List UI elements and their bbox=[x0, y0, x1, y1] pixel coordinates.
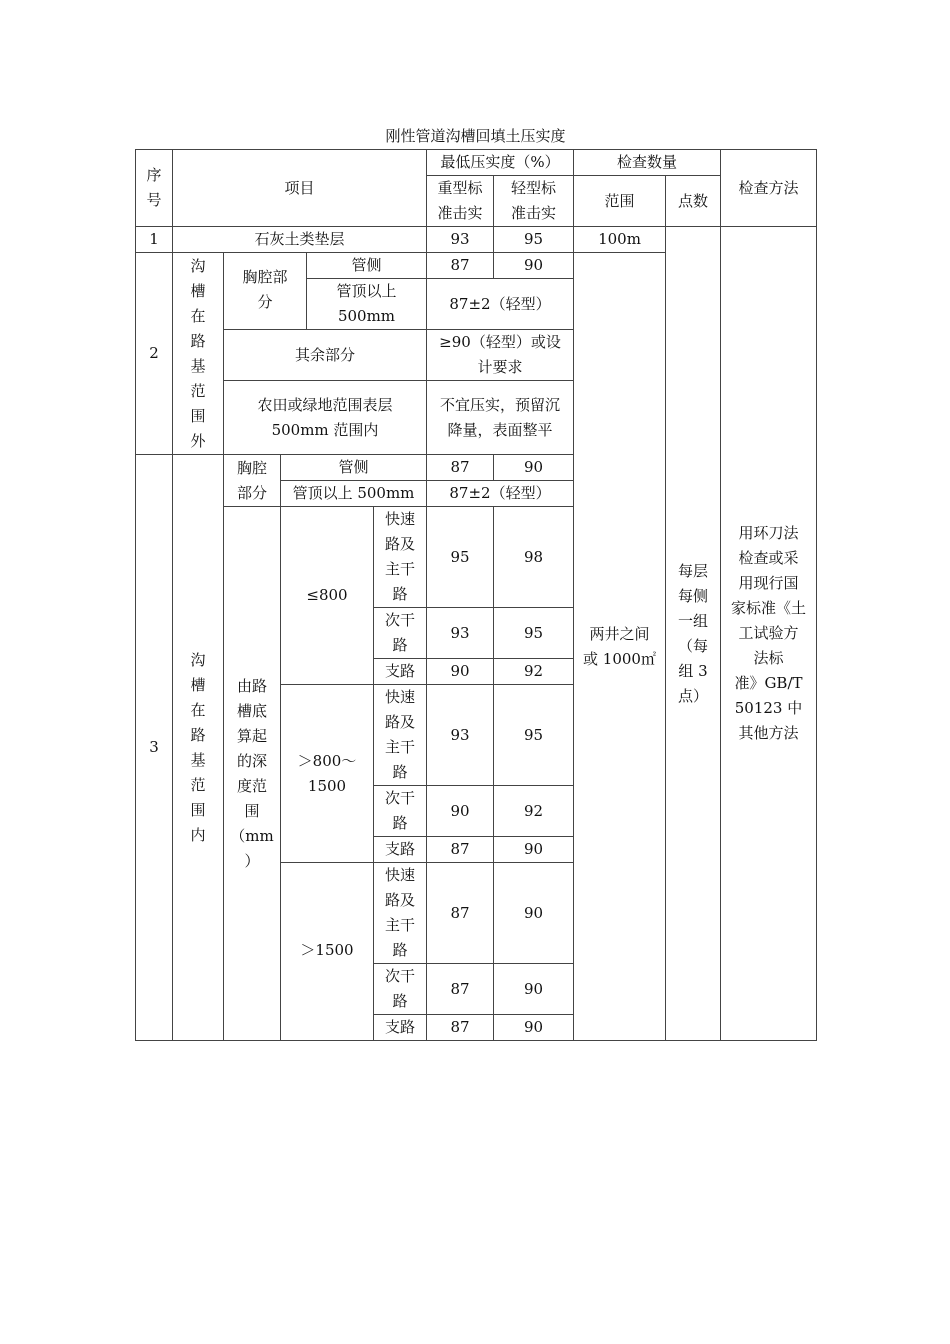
table-title: 刚性管道沟槽回填土压实度 bbox=[385, 127, 566, 145]
group2-pipe-top: 管顶以上 500mm bbox=[307, 279, 427, 330]
value-heavy: 87 bbox=[427, 964, 494, 1015]
header-method: 检查方法 bbox=[721, 150, 817, 227]
depth-gt-1500: ＞1500 bbox=[281, 863, 374, 1041]
group2-seq: 2 bbox=[136, 253, 173, 455]
value-heavy: 93 bbox=[427, 608, 494, 659]
group2-pipe-side-heavy: 87 bbox=[427, 253, 494, 279]
header-check-qty: 检查数量 bbox=[574, 150, 721, 176]
row1-heavy: 93 bbox=[427, 227, 494, 253]
group3-pipe-top: 管顶以上 500mm bbox=[281, 481, 427, 507]
row1-item: 石灰土类垫层 bbox=[173, 227, 427, 253]
group3-pipe-side: 管侧 bbox=[281, 455, 427, 481]
header-min-compaction: 最低压实度（%） bbox=[427, 150, 574, 176]
road-express: 快速 路及 主干 路 bbox=[374, 685, 427, 786]
method-value: 用环刀法 检查或采 用现行国 家标准《土 工试验方 法标 准》GB/T 50123 中 其他方法 bbox=[721, 227, 817, 1041]
depth-800-1500: ＞800～ 1500 bbox=[281, 685, 374, 863]
row1-light: 95 bbox=[494, 227, 574, 253]
value-light: 95 bbox=[494, 685, 574, 786]
depth-le-800: ≤800 bbox=[281, 507, 374, 685]
compaction-table bbox=[135, 149, 817, 1041]
road-secondary: 次干 路 bbox=[374, 608, 427, 659]
group3-seq: 3 bbox=[136, 455, 173, 1041]
group3-depth-label: 由路 槽底 算起 的深 度范 围 （mm ） bbox=[224, 507, 281, 1041]
group2-pipe-side: 管侧 bbox=[307, 253, 427, 279]
value-heavy: 87 bbox=[427, 863, 494, 964]
group2-rest-value: ≥90（轻型）或设 计要求 bbox=[427, 330, 574, 381]
group3-pipe-top-value: 87±2（轻型） bbox=[427, 481, 574, 507]
header-item: 项目 bbox=[173, 150, 427, 227]
value-light: 90 bbox=[494, 1015, 574, 1041]
header-seq: 序 号 bbox=[136, 150, 173, 227]
header-points: 点数 bbox=[666, 176, 721, 227]
value-light: 95 bbox=[494, 608, 574, 659]
header-light: 轻型标 准击实 bbox=[494, 176, 574, 227]
group2-chest: 胸腔部 分 bbox=[224, 253, 307, 330]
group3-chest: 胸腔 部分 bbox=[224, 455, 281, 507]
value-heavy: 87 bbox=[427, 837, 494, 863]
group2-farmland: 农田或绿地范围表层 500mm 范围内 bbox=[224, 381, 427, 455]
road-express: 快速 路及 主干 路 bbox=[374, 507, 427, 608]
group3-pipe-side-light: 90 bbox=[494, 455, 574, 481]
value-light: 90 bbox=[494, 964, 574, 1015]
value-heavy: 90 bbox=[427, 786, 494, 837]
value-light: 98 bbox=[494, 507, 574, 608]
group3-label: 沟 槽 在 路 基 范 围 内 bbox=[173, 455, 224, 1041]
value-light: 90 bbox=[494, 863, 574, 964]
group2-pipe-top-value: 87±2（轻型） bbox=[427, 279, 574, 330]
road-branch: 支路 bbox=[374, 659, 427, 685]
points-value: 每层 每侧 一组 （每 组 3 点） bbox=[666, 227, 721, 1041]
road-secondary: 次干 路 bbox=[374, 964, 427, 1015]
value-heavy: 90 bbox=[427, 659, 494, 685]
road-branch: 支路 bbox=[374, 1015, 427, 1041]
value-light: 90 bbox=[494, 837, 574, 863]
row1-range: 100m bbox=[574, 227, 666, 253]
value-light: 92 bbox=[494, 659, 574, 685]
value-heavy: 93 bbox=[427, 685, 494, 786]
road-secondary: 次干 路 bbox=[374, 786, 427, 837]
header-heavy: 重型标 准击实 bbox=[427, 176, 494, 227]
group2-label: 沟 槽 在 路 基 范 围 外 bbox=[173, 253, 224, 455]
value-heavy: 95 bbox=[427, 507, 494, 608]
road-express: 快速 路及 主干 路 bbox=[374, 863, 427, 964]
group2-rest: 其余部分 bbox=[224, 330, 427, 381]
range-value: 两井之间 或 1000㎡ bbox=[574, 253, 666, 1041]
group2-pipe-side-light: 90 bbox=[494, 253, 574, 279]
header-range: 范围 bbox=[574, 176, 666, 227]
value-light: 92 bbox=[494, 786, 574, 837]
group3-pipe-side-heavy: 87 bbox=[427, 455, 494, 481]
group2-farmland-value: 不宜压实，预留沉 降量，表面整平 bbox=[427, 381, 574, 455]
row1-seq: 1 bbox=[136, 227, 173, 253]
value-heavy: 87 bbox=[427, 1015, 494, 1041]
road-branch: 支路 bbox=[374, 837, 427, 863]
